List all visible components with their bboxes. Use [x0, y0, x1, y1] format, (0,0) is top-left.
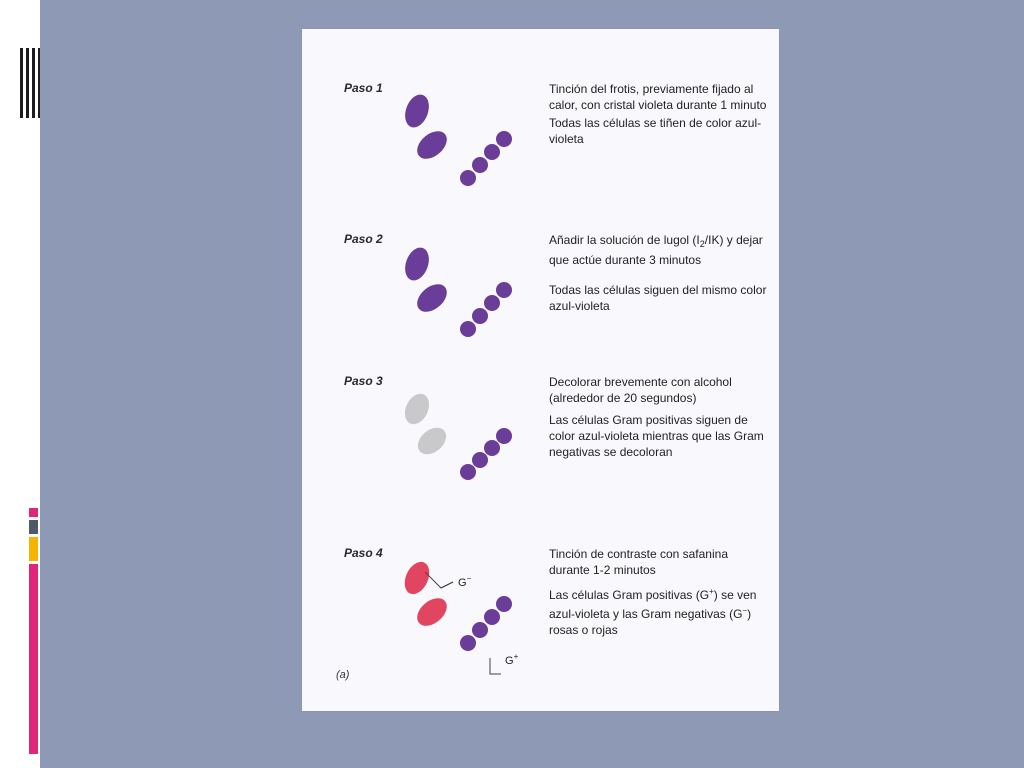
- deco-lines-white: [20, 48, 40, 118]
- step-2-label: Paso 2: [344, 232, 383, 246]
- gpos-label: G+: [505, 652, 519, 667]
- step-4-instruction: Tinción de contraste con safanina durante 1-2 minutos: [549, 547, 728, 577]
- step-2-result: Todas las células siguen del mismo color azul-violeta: [549, 283, 767, 313]
- deco-square-gray: [29, 520, 38, 534]
- rod-cell: [413, 422, 452, 459]
- coccus-cell: [472, 452, 488, 468]
- coccus-cell: [460, 321, 476, 337]
- rod-cell: [412, 593, 452, 632]
- rod-cell: [400, 558, 434, 598]
- rod-cell: [401, 91, 433, 130]
- rod-cell: [401, 244, 433, 283]
- gneg-label: G−: [458, 574, 472, 589]
- coccus-cell: [460, 635, 476, 651]
- deco-bar-pink-long: [29, 564, 38, 754]
- step-3-text: [549, 374, 769, 460]
- deco-square-yellow: [29, 537, 38, 561]
- step-4-result: Las células Gram positivas (G+) se ven azul-violeta y las Gram negativas (G−) rosas o rojas: [549, 587, 757, 637]
- coccus-cell: [496, 282, 512, 298]
- coccus-cell: [472, 622, 488, 638]
- deco-square-pink: [29, 508, 38, 517]
- step-3-result: Las células Gram positivas siguen de color azul-violeta mientras que las Gram negativas se decoloran: [549, 413, 764, 459]
- gpos-pointer-line: [490, 658, 501, 674]
- step-2-text: [549, 232, 769, 314]
- step-1-cells: [397, 81, 547, 201]
- coccus-cell: [484, 295, 500, 311]
- coccus-cell: [472, 157, 488, 173]
- step-4-text: [549, 546, 769, 638]
- rod-cell: [400, 390, 433, 428]
- coccus-cell: [496, 596, 512, 612]
- coccus-cell: [484, 144, 500, 160]
- step-2-cells: [397, 232, 547, 352]
- coccus-cell: [460, 464, 476, 480]
- step-3-label: Paso 3: [344, 374, 383, 388]
- coccus-cell: [496, 428, 512, 444]
- step-1-text: [549, 81, 769, 147]
- step-1-instruction: Tinción del frotis, previamente fijado al calor, con cristal violeta durante 1 minuto: [549, 82, 767, 112]
- step-3-instruction: Decolorar brevemente con alcohol (alrededor de 20 segundos): [549, 375, 732, 405]
- step-2-instruction: Añadir la solución de lugol $(I_2/IK)$ y dejar que actúe durante 3 minutos: [549, 233, 763, 267]
- gneg-pointer-line-2: [441, 582, 453, 588]
- gram-stain-figure: [302, 29, 779, 711]
- step-3-cells: [397, 374, 547, 494]
- coccus-cell: [484, 440, 500, 456]
- step-1-result: Todas las células se tiñen de color azul-violeta: [549, 116, 762, 146]
- rod-cell: [412, 279, 452, 318]
- step-1-label: Paso 1: [344, 81, 383, 95]
- coccus-cell: [472, 308, 488, 324]
- step-4-label: Paso 4: [344, 546, 383, 560]
- rod-cell: [412, 126, 452, 165]
- coccus-cell: [460, 170, 476, 186]
- coccus-cell: [496, 131, 512, 147]
- figure-label: (a): [336, 669, 350, 681]
- coccus-cell: [484, 609, 500, 625]
